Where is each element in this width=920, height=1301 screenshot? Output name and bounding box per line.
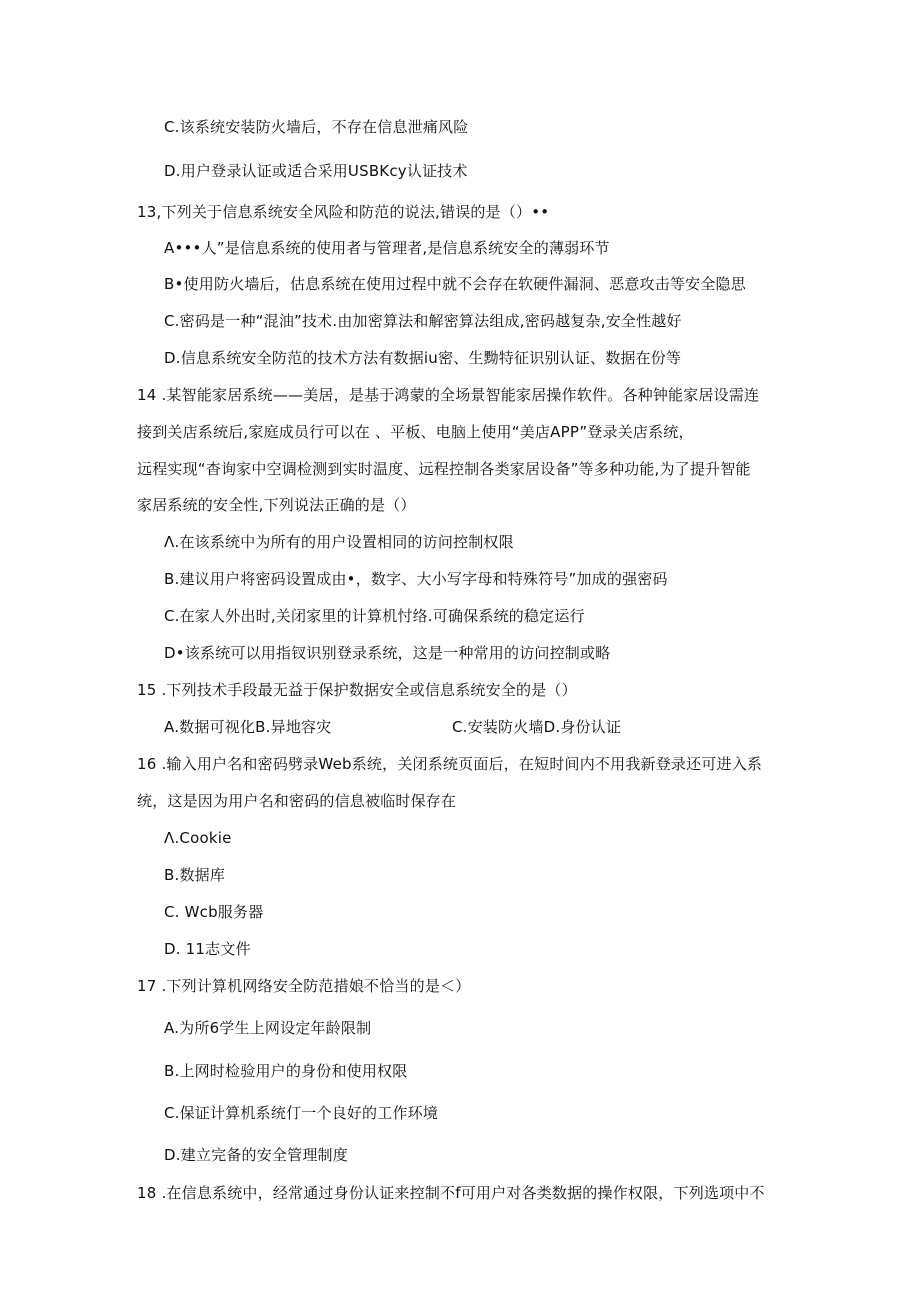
question-18: 18 .在信息系统中，经常通过身份认证来控制不f可用户对各类数据的操作权限，下列选项中不 — [137, 1184, 765, 1202]
question-16-line-1: 16 .输入用户名和密码劈录Web系统，关闭系统页面后，在短时间内不用我新登录还可进入系 — [137, 755, 763, 773]
option-d-q14: D•该系统可以用指钗识别登录系统，这是一种常用的访问控制或略 — [164, 644, 611, 662]
option-b-q17: B.上网时检验用户的身份和使用权限 — [164, 1062, 408, 1080]
option-a-q13: A•••人”是信息系统的使用者与管理者,是信息系统安全的薄弱环节 — [164, 239, 610, 257]
question-15: 15 .下列技术手段最无益于保护数据安全或信息系统安全的是（） — [137, 681, 577, 699]
option-c-q17: C.保证计算机系统仃一个良好的工作环境 — [164, 1104, 439, 1122]
options-cd-q15: C.安装防火墙D.身份认证 — [452, 718, 622, 736]
options-ab-q15: A.数据可视化B.异地容灾 — [164, 718, 332, 736]
option-d-q12: D.用户登录认证或适合采用USBKcy认证技术 — [164, 162, 468, 180]
question-16-line-2: 统，这是因为用户名和密码的信息被临时保存在 — [137, 792, 457, 810]
option-b-q13: B•使用防火墙后，估息系统在使用过程中就不会存在软硬件漏洞、恶意攻击等安全隐思 — [164, 275, 746, 293]
option-d-q13: D.信息系统安全防范的技术方法有数据iu密、生黝特征识别认证、数据在份等 — [164, 349, 682, 367]
option-c-q16: C. Wcb服务器 — [164, 903, 264, 921]
option-c-q14: C.在家人外出时,关闭家里的计算机忖络.可确保系统的稳定运行 — [164, 607, 585, 625]
option-a-q14: Λ.在该系统中为所有的用户设置相同的访问控制权限 — [164, 533, 514, 551]
question-14-line-1: 14 .某智能家居系统——美居，是基于鸿蒙的全场景智能家居操作软件。各种钟能家居设需连 — [137, 386, 760, 404]
option-d-q17: D.建立完备的安全管理制度 — [164, 1146, 348, 1164]
option-b-q14: B.建议用户将密码设置成由•，数字、大小写字母和特殊符号”加成的强密码 — [164, 570, 668, 588]
option-a-q16: Λ.Cookie — [164, 829, 232, 847]
option-b-q16: B.数据库 — [164, 866, 226, 884]
option-c-q13: C.密码是一种“混油”技术.由加密算法和解密算法组成,密码越复杂,安全性越好 — [164, 312, 682, 330]
question-14-line-4: 家居系统的安全性,下列说法正确的是（） — [137, 496, 416, 514]
question-17: 17 .下列计算机网络安全防范措娘不恰当的是＜） — [137, 977, 471, 995]
option-d-q16: D. 11志文件 — [164, 940, 251, 958]
question-13: 13,下列关于信息系统安全风险和防范的说法,错误的是（）•• — [137, 203, 550, 221]
option-a-q17: A.为所6学生上网设定年龄限制 — [164, 1019, 372, 1037]
option-c-q12: C.该系统安装防火墙后，不存在信息泄痛风险 — [164, 118, 469, 136]
question-14-line-2: 接到关店系统后,家庭成员行可以在 、平板、电脑上使用“美店APP”登录关店系统， — [137, 423, 694, 441]
question-14-line-3: 远程实现“杳询家中空调检测到实时温度、远程控制各类家居设备”等多种功能,为了提升智能 — [137, 460, 751, 478]
